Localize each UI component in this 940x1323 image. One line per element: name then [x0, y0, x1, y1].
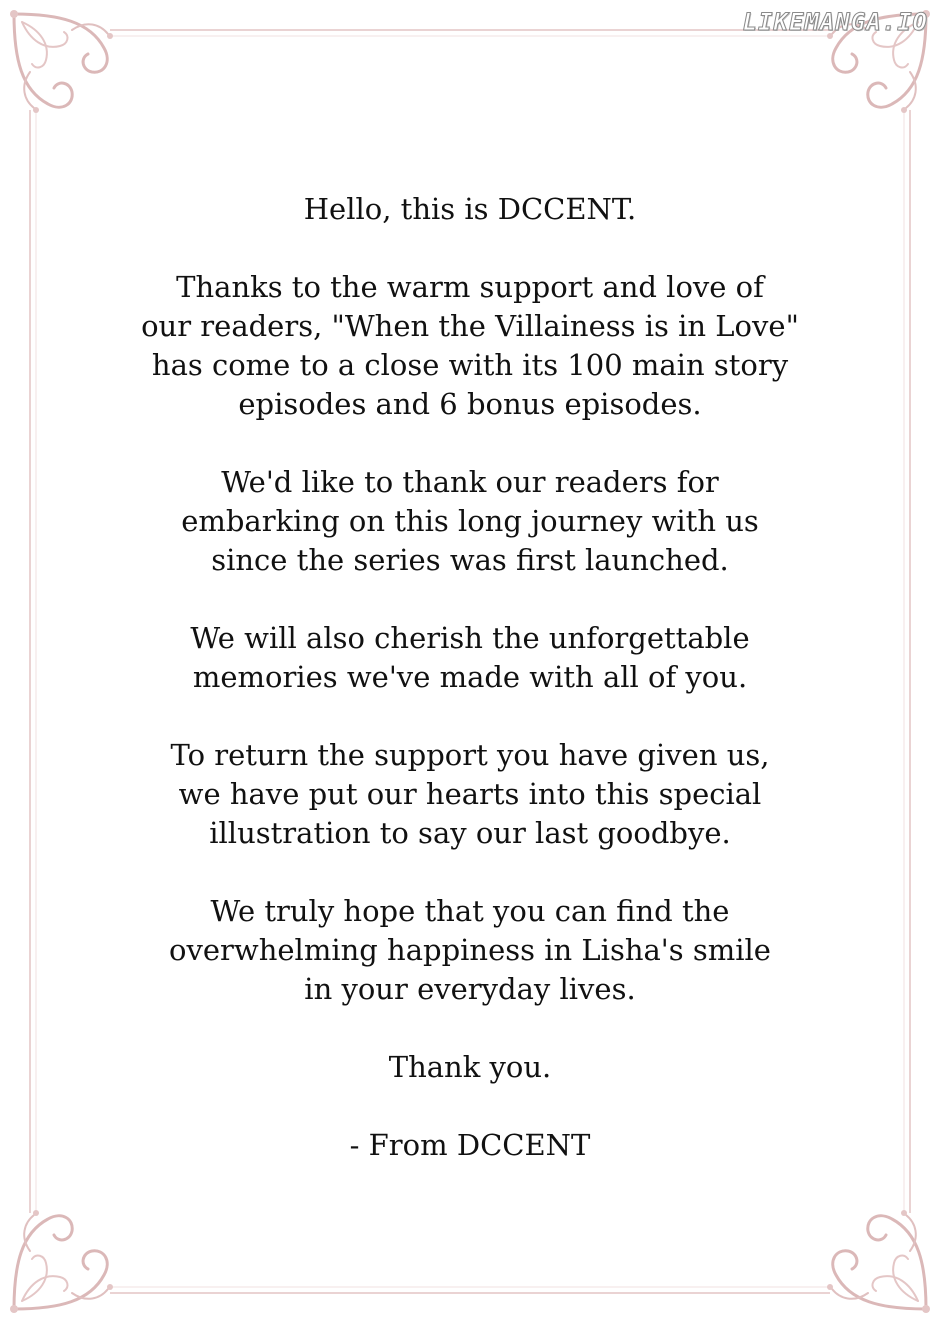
text-line: We'd like to thank our readers for: [221, 465, 719, 499]
farewell-letter: [100, 190, 840, 1204]
text-line: we have put our hearts into this special: [178, 777, 762, 811]
signature: [100, 1126, 840, 1165]
text-line: has come to a close with its 100 main story: [151, 348, 789, 382]
text-line: memories we've made with all of you.: [192, 660, 748, 694]
text-line: episodes and 6 bonus episodes.: [238, 387, 702, 421]
corner-ornament-bottom-right: [827, 1210, 930, 1313]
text-line: since the series was first launched.: [211, 543, 729, 577]
text-line: We will also cherish the unforgettable: [190, 621, 750, 655]
site-watermark: LIKEMANGA.IO: [742, 8, 928, 36]
text-line: We truly hope that you can find the: [210, 894, 730, 928]
signature-line: - From DCCENT: [349, 1128, 591, 1162]
corner-ornament-top-left: [10, 10, 113, 113]
thank-you: [100, 1048, 840, 1087]
thank-you-line: Thank you.: [388, 1050, 552, 1084]
text-line: overwhelming happiness in Lisha's smile: [169, 933, 771, 967]
paragraph-illustration: [100, 736, 840, 853]
greeting-line: Hello, this is DCCENT.: [303, 192, 637, 226]
text-line: embarking on this long journey with us: [181, 504, 759, 538]
greeting: [100, 190, 840, 229]
paragraph-thanks: [100, 268, 840, 424]
text-line: in your everyday lives.: [304, 972, 636, 1006]
corner-ornament-bottom-left: [10, 1210, 113, 1313]
text-line: To return the support you have given us,: [170, 738, 770, 772]
text-line: illustration to say our last goodbye.: [209, 816, 731, 850]
paragraph-hope: [100, 892, 840, 1009]
text-line: our readers, "When the Villainess is in Love": [141, 309, 799, 343]
paragraph-journey: [100, 463, 840, 580]
text-line: Thanks to the warm support and love of: [176, 270, 764, 304]
paragraph-memories: [100, 619, 840, 697]
